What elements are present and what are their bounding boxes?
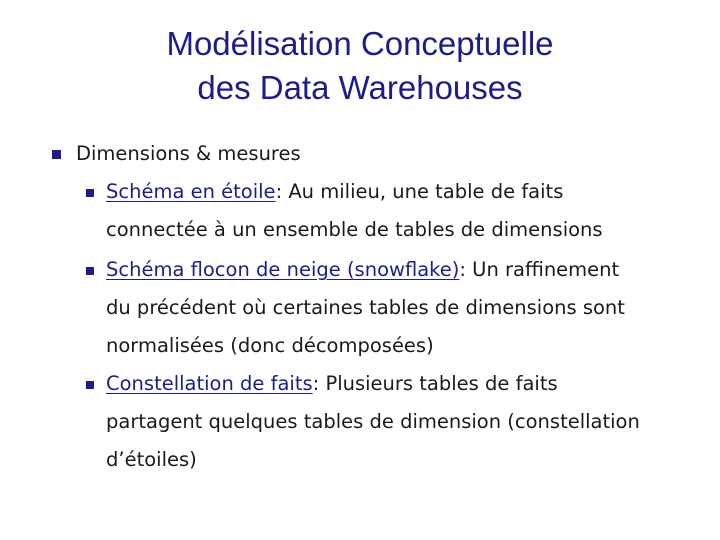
term-link[interactable]: Constellation de faits [106, 372, 313, 395]
square-bullet-icon [86, 189, 94, 197]
list-item-star-schema [106, 173, 706, 249]
main-bullet-text: Dimensions & mesures [76, 142, 301, 165]
slide-title [0, 22, 720, 110]
list-item-line: d’étoiles) [106, 448, 197, 471]
list-item-line: connectée à un ensemble de tables de dimensions [106, 218, 603, 241]
list-item-line: du précédent où certaines tables de dimensions sont [106, 296, 625, 319]
square-bullet-icon [86, 267, 94, 275]
list-item-line: partagent quelques tables de dimension (constellation [106, 410, 640, 433]
title-line-1: Modélisation Conceptuelle [166, 25, 554, 62]
separator: : [312, 372, 326, 395]
title-line-2: des Data Warehouses [197, 69, 523, 106]
list-item-line: normalisées (donc décomposées) [106, 334, 434, 357]
item-text: Plusieurs tables de faits [325, 372, 558, 395]
list-item-constellation [106, 365, 706, 479]
item-text: Au milieu, une table de faits [288, 180, 564, 203]
list-item-line [106, 173, 706, 211]
item-text: Un raffinement [472, 258, 620, 281]
list-item-snowflake [106, 251, 706, 365]
separator: : [275, 180, 289, 203]
square-bullet-icon [52, 150, 61, 159]
term-link[interactable]: Schéma flocon de neige (snowflake) [106, 258, 460, 281]
list-item-line [106, 365, 706, 403]
separator: : [459, 258, 473, 281]
square-bullet-icon [86, 381, 94, 389]
list-item-line [106, 251, 706, 289]
term-link[interactable]: Schéma en étoile [106, 180, 276, 203]
